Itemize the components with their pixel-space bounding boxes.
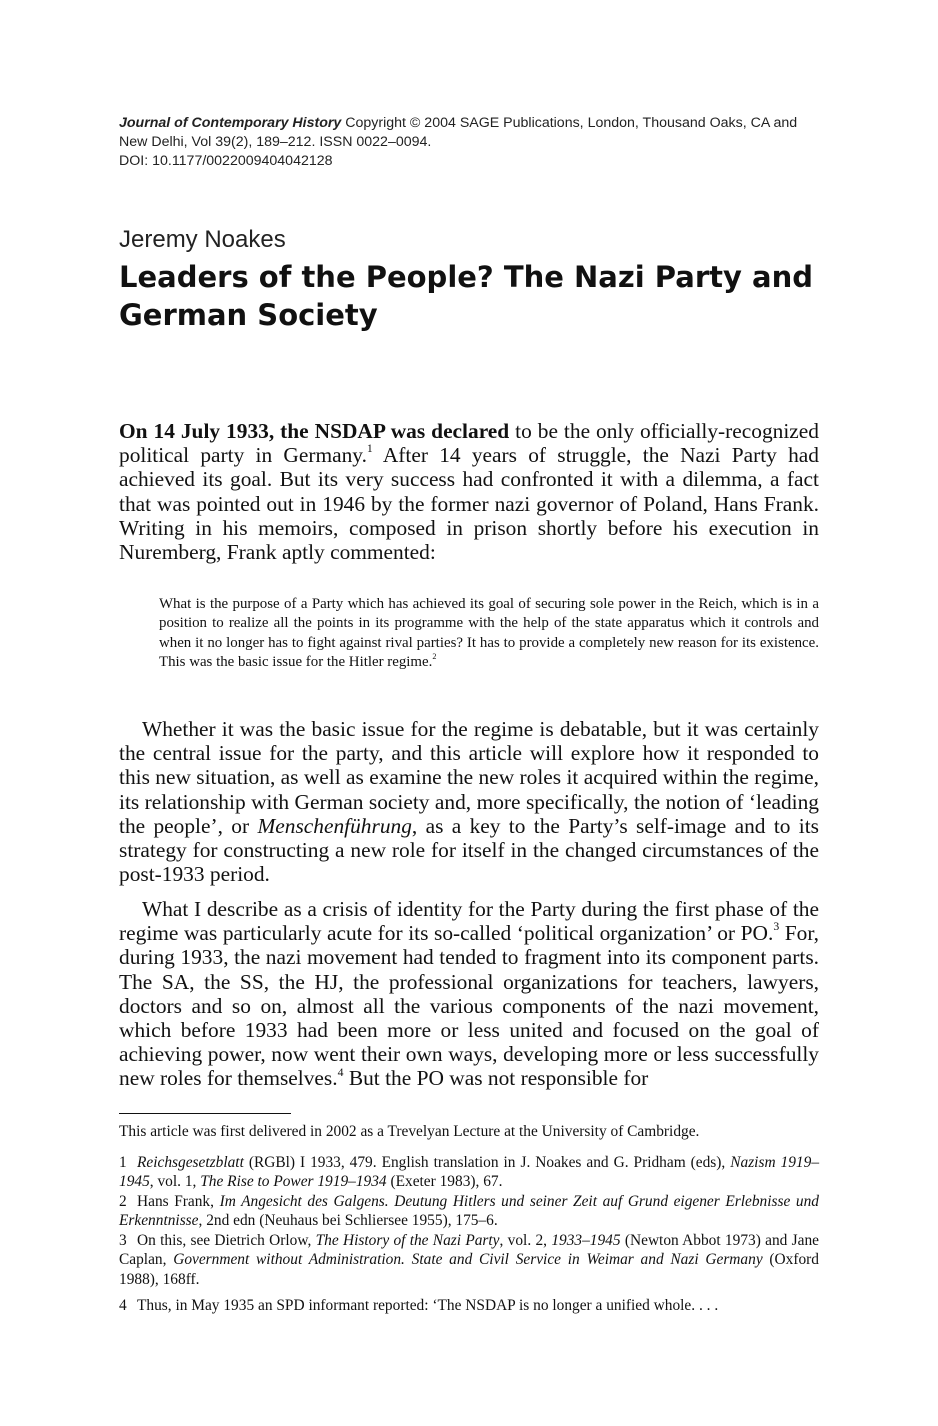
footnote-3-text-3: (Newton Abbot 1973) and Jane Caplan, [119,1232,819,1269]
footnote-2-number: 2 [119,1193,127,1210]
title-line-2: German Society [119,298,378,332]
doi: DOI: 10.1177/0022009404042128 [119,153,333,169]
footnote-2-text-1: Hans Frank, [137,1193,220,1210]
journal-name: Journal of Contemporary History [119,115,342,131]
footnote-3-em-3: Government without Administration. State and Civil Service in Weimar and Nazi Germany [173,1251,763,1269]
footnote-1-em-3: The Rise to Power 1919–1934 [200,1173,387,1191]
article-title [119,258,839,334]
footnote-3 [119,1231,819,1289]
footnote-1-number: 1 [119,1154,127,1171]
paragraph-1 [119,419,819,564]
footnote-1 [119,1153,819,1192]
footnote-3-text-2: , vol. 2, [499,1232,552,1249]
footnote-3-text-1: On this, see Dietrich Orlow, [137,1232,316,1249]
footnote-4 [119,1296,819,1315]
footnote-lecture-note: This article was first delivered in 2002 as a Trevelyan Lecture at the University of Cambridge. [119,1123,700,1140]
paragraph-1-text-b: After 14 years of struggle, the Nazi Party had achieved its goal. But its very success had confronted it with a dilemma, a fact that was pointed out in 1946 by the former nazi governor of Poland, Hans Frank. Writing in his memoirs, composed in prison shortly before his execution in Nuremberg, Frank aptly commented: [119,443,819,565]
footnote-1-em-1: Reichsgesetzblatt [137,1154,244,1171]
footnote-ref-4: 4 [337,1065,344,1079]
footnote-4-text-1: Thus, in May 1935 an SPD informant reported: ‘The NSDAP is no longer a unified whole. . . . [137,1297,719,1314]
journal-header [119,114,829,171]
footnote-1-text-2: , vol. 1, [149,1173,201,1191]
footnote-3-number: 3 [119,1232,127,1249]
footnote-2 [119,1192,819,1231]
paragraph-2 [119,717,819,886]
title-line-1: Leaders of the People? The Nazi Party and [119,260,813,294]
footnote-3-em-2: 1933–1945 [551,1232,621,1249]
paragraph-1-lead: On 14 July 1933, the NSDAP was declared [119,419,510,443]
footnote-3-text-4: (Oxford 1988), 168ff. [119,1251,819,1288]
footnote-1-em-2: Nazism 1919–1945 [119,1154,820,1191]
paragraph-2-text-b: , as a key to the Party’s self-image and to its strategy for constructing a new role for itself in the changed circumstances of the post-1933 period. [119,813,820,887]
footnote-ref-1: 1 [366,442,373,456]
header-line-1 [119,114,829,133]
footnote-2-em-1: Im Angesicht des Galgens. Deutung Hitlers und seiner Zeit auf Grund eigener Erlebnisse und Erkenntnisse [119,1193,819,1230]
header-line-2: New Delhi, Vol 39(2), 189–212. ISSN 0022–0094. [119,134,432,150]
footnote-ref-3: 3 [773,920,780,934]
footnote-1-text-3: (Exeter 1983), 67. [386,1173,503,1191]
author-name: Jeremy Noakes [119,226,286,253]
paragraph-2-emphasis: Menschenführung [257,813,412,838]
footnote-3-em-1: The History of the Nazi Party [315,1232,500,1249]
paragraph-1-text-a: to be the only officially-recognized political party in Germany. [119,419,819,468]
block-quote [159,595,819,672]
footnote-1-text-1: (RGBl) I 1933, 479. English translation in J. Noakes and G. Pridham (eds), [243,1154,731,1171]
footnote-ref-2: 2 [432,651,437,661]
paragraph-3-text-c: But the PO was not responsible for [343,1066,649,1091]
footnote-4-number: 4 [119,1297,127,1314]
footnote-divider [119,1113,291,1114]
paragraph-3-text-a: What I describe as a crisis of identity for the Party during the first phase of the regime was particularly acute for its so-called ‘political organization’ or PO. [119,897,819,946]
paragraph-3 [119,897,819,1091]
paragraph-2-text-a: Whether it was the basic issue for the regime is debatable, but it was certainly the central issue for the party, and this article will explore how it responded to this new situation, as well as examine the new roles it acquired within the regime, its relationship with German society and, more specifically, the notion of ‘leading the people’, or [119,717,819,838]
block-quote-text: What is the purpose of a Party which has achieved its goal of securing sole power in the Reich, which is in a position to realize all the points in its programme with the help of the state apparatus which it controls and when it no longer has to fight against rival parties? It has to provide a completely new reason for its existence. This was the basic issue for the Hitler regime. [159,596,819,670]
footnote-2-text-2: , 2nd edn (Neuhaus bei Schliersee 1955), 175–6. [198,1212,498,1230]
copyright-text: Copyright © 2004 SAGE Publications, London, Thousand Oaks, CA and [341,115,798,131]
paragraph-3-text-b: For, during 1933, the nazi movement had tended to fragment into its component parts. The SA, the SS, the HJ, the professional organizations for teachers, lawyers, doctors and so on, almost all the various components of the nazi movement, which before 1933 had been more or less united and focused on the goal of achieving power, now went their own ways, developing more or less successfully new roles for themselves. [119,921,819,1091]
